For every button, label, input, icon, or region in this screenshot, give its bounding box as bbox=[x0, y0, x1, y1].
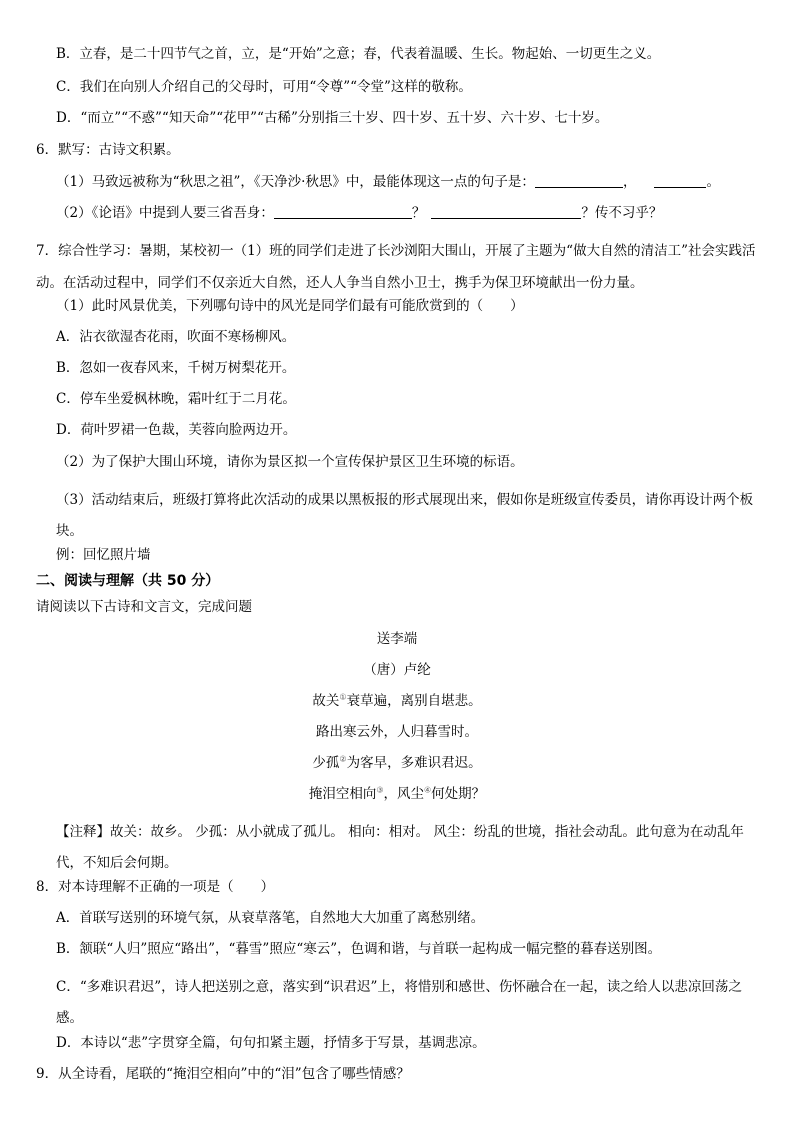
footnote-mark: ④ bbox=[424, 785, 432, 795]
q7-example: 例：回忆照片墙 bbox=[56, 547, 151, 563]
answer-blank[interactable] bbox=[274, 204, 412, 219]
poem-text: 为客早，多难识君迟。 bbox=[346, 755, 482, 771]
section-heading: 二、阅读与理解（共 50 分） bbox=[36, 573, 220, 589]
q7-sub2: （2）为了保护大围山环境，请你为景区拟一个宣传保护景区卫生环境的标语。 bbox=[56, 454, 524, 470]
q7-sub3: （3）活动结束后，班级打算将此次活动的成果以黑板报的形式展现出来，假如你是班级宣传委员，请你再设计两个板块。 bbox=[56, 492, 754, 539]
footnote-mark: ① bbox=[339, 692, 347, 702]
q7-option-a: A．沾衣欲湿杏花雨，吹面不寒杨柳风。 bbox=[56, 329, 296, 345]
poem-text: 故关 bbox=[312, 693, 340, 709]
answer-blank[interactable] bbox=[431, 204, 581, 219]
q8-option-b: B．颔联“人归”照应“路出”，“暮雪”照应“寒云”，色调和谐，与首联一起构成一幅完整的暮春送别图。 bbox=[56, 941, 662, 957]
section-instruction: 请阅读以下古诗和文言文，完成问题 bbox=[36, 599, 252, 615]
poem-title: 送李端 bbox=[376, 631, 418, 647]
q5-option-d: D．“而立”“不惑”“知天命”“花甲”“古稀”分别指三十岁、四十岁、五十岁、六十岁、七十岁。 bbox=[56, 110, 609, 126]
poem-line-4 bbox=[0, 786, 794, 802]
poem-text: 何处期？ bbox=[431, 786, 486, 802]
q8-title: 8．对本诗理解不正确的一项是（ ） bbox=[36, 879, 275, 895]
q8-option-c: C．“多难识君迟”，诗人把送别之意，落实到“识君迟”上，将惜别和感世、伤怀融合在一起，读之给人以悲凉回荡之感。 bbox=[56, 979, 742, 1026]
q6-sub1-prefix: （1）马致远被称为“秋思之祖”，《天净沙·秋思》中，最能体现这一点的句子是： bbox=[56, 174, 535, 190]
poem-text: 少孤 bbox=[312, 755, 340, 771]
poem-text: ，风尘 bbox=[383, 786, 424, 802]
q6-sub1 bbox=[56, 173, 720, 190]
poem-line-3 bbox=[0, 755, 794, 771]
q7-option-d: D．荷叶罗裙一色裁，芙蓉向脸两边开。 bbox=[56, 422, 297, 438]
q6-sub1-mid: ， bbox=[622, 174, 637, 190]
poem-text: 掩泪空相向 bbox=[308, 786, 377, 802]
q6-sub2-mid: ？ bbox=[411, 205, 426, 221]
q6-sub1-end: 。 bbox=[706, 174, 720, 190]
q5-option-b: B．立春，是二十四节气之首，立，是“开始”之意；春，代表着温暖、生长。物起始、一切更生之义。 bbox=[56, 46, 661, 62]
answer-blank[interactable] bbox=[535, 173, 623, 188]
q7-sub1: （1）此时风景优美，下列哪句诗中的风光是同学们最有可能欣赏到的（ ） bbox=[56, 298, 524, 314]
footnote-mark: ③ bbox=[376, 785, 384, 795]
q5-option-c: C．我们在向别人介绍自己的父母时，可用“令尊”“令堂”这样的敬称。 bbox=[56, 79, 472, 95]
q8-option-a: A．首联写送别的环境气氛，从衰草落笔，自然地大大加重了离愁别绪。 bbox=[56, 910, 485, 926]
poem-notes: 【注释】故关：故乡。 少孤：从小就成了孤儿。 相向：相对。 风尘：纷乱的世境，指社会动乱。此句意为在动乱年代，不知后会何期。 bbox=[56, 824, 744, 871]
poem-line-2: 路出寒云外，人归暮雪时。 bbox=[316, 724, 478, 740]
q7-option-b: B．忽如一夜春风来，千树万树梨花开。 bbox=[56, 360, 296, 376]
q7-intro: 7．综合性学习：暑期，某校初一（1）班的同学们走进了长沙浏阳大围山，开展了主题为“做大自然的清洁工”社会实践活动。在活动过程中，同学们不仅亲近大自然，还人人争当自然小卫士，携手为保卫环境献出一份力量。 bbox=[36, 243, 756, 291]
q8-option-d: D．本诗以“悲”字贯穿全篇，句句扣紧主题，抒情多于写景，基调悲凉。 bbox=[56, 1035, 486, 1051]
q7-option-c: C．停车坐爱枫林晚，霜叶红于二月花。 bbox=[56, 391, 296, 407]
poem-author: （唐）卢纶 bbox=[363, 662, 431, 678]
q6-title: 6．默写：古诗文积累。 bbox=[36, 142, 180, 158]
q9-title: 9．从全诗看，尾联的“掩泪空相向”中的“泪”包含了哪些情感？ bbox=[36, 1066, 410, 1082]
footnote-mark: ② bbox=[339, 754, 347, 764]
answer-blank[interactable] bbox=[654, 173, 706, 188]
poem-line-1 bbox=[0, 693, 794, 709]
q6-sub2-end: ？传不习乎？ bbox=[581, 205, 663, 221]
q6-sub2 bbox=[56, 204, 662, 221]
poem-text: 衰草遍，离别自堪悲。 bbox=[346, 693, 482, 709]
q6-sub2-prefix: （2）《论语》中提到人要三省吾身： bbox=[56, 205, 274, 221]
